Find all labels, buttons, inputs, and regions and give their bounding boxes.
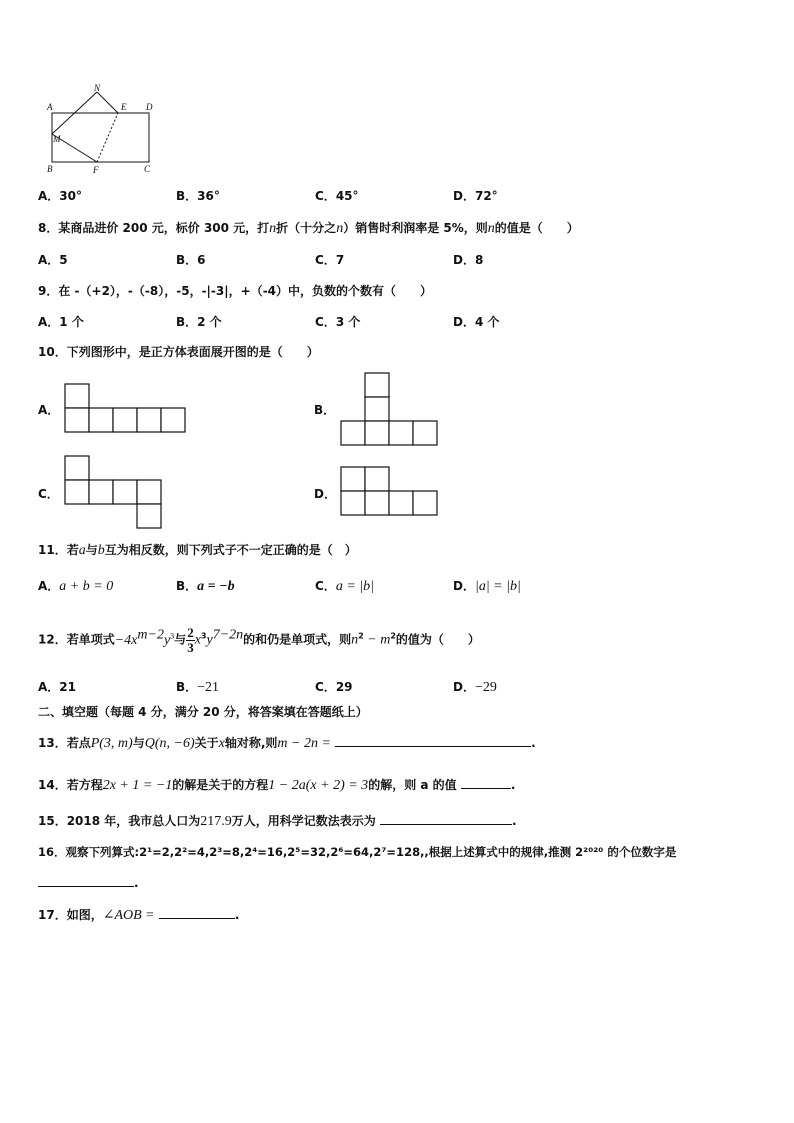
answer-blank-14[interactable] [461, 776, 511, 789]
q7-label-c: C [144, 164, 151, 174]
question-11: 11．若a与b互为相反数，则下列式子不一定正确的是（ ） [38, 543, 357, 558]
q10-net-c [64, 455, 164, 531]
q10-net-b [340, 372, 440, 448]
q8-option-c: C．7 [315, 253, 345, 267]
answer-blank-16[interactable] [38, 874, 134, 887]
q9-option-c: C．3 个 [315, 315, 361, 329]
q8-option-a: A．5 [38, 253, 68, 267]
q7-figure [40, 82, 170, 177]
question-13: 13．若点P(3, m)与Q(n, −6)关于x轴对称,则m − 2n = . [38, 736, 536, 751]
answer-blank-17[interactable] [159, 906, 235, 919]
q10-net-d [340, 466, 440, 518]
q11-option-b: B．a = −b [176, 579, 235, 594]
q10-label-a: A． [38, 403, 60, 417]
question-15: 15．2018 年，我市总人口为217.9万人，用科学记数法表示为 . [38, 814, 517, 829]
question-14: 14．若方程2x + 1 = −1的解是关于的方程1 − 2a(x + 2) = 3的解，则 a 的值 . [38, 778, 516, 793]
q10-net-a [64, 383, 188, 435]
answer-blank-15[interactable] [380, 812, 512, 825]
q7-label-e: E [121, 102, 127, 112]
question-9: 9．在 -（+2），-（-8），-5，-|-3|，+（-4）中，负数的个数有（ ） [38, 284, 433, 298]
q7-label-f: F [93, 165, 99, 175]
q11-option-a: A．a + b = 0 [38, 579, 114, 594]
question-12: 12．若单项式$-4x^{m-2}y^3$与 $\frac{2}{3}$ $x^3y^{7-2n}$的和仍是单项式，则$n^2 - m^2$的值为（ ） [38, 624, 480, 655]
q7-label-d: D [146, 102, 153, 112]
q7-label-a: A [47, 102, 53, 112]
answer-blank-13[interactable] [335, 734, 531, 747]
question-10: 10．下列图形中，是正方体表面展开图的是（ ） [38, 345, 319, 359]
q10-label-d: D． [314, 487, 336, 501]
q7-option-d: D．72° [453, 189, 498, 203]
q9-option-d: D．4 个 [453, 315, 500, 329]
q7-option-c: C．45° [315, 189, 359, 203]
question-8: 8．某商品进价 200 元，标价 300 元，打n折（十分之n）销售时利润率是 5%，则n的值是（ ） [38, 221, 579, 236]
q11-option-d: D．|a| = |b| [453, 579, 521, 594]
q7-option-b: B．36° [176, 189, 220, 203]
question-16-answer-line: . [38, 874, 139, 890]
q7-option-a: A．30° [38, 189, 82, 203]
question-16: 16．观察下列算式:2¹=2,2²=4,2³=8,2⁴=16,2⁵=32,2⁶=64,2⁷=128,,根据上述算式中的规律,推测 2²⁰²⁰ 的个位数字是 [38, 845, 677, 859]
q7-label-m: M [53, 134, 61, 144]
q11-option-c: C．a = |b| [315, 579, 374, 594]
q7-label-n: N [94, 83, 101, 93]
q12-option-a: A．21 [38, 680, 76, 694]
q7-label-b: B [47, 164, 53, 174]
q8-option-d: D．8 [453, 253, 484, 267]
q9-option-a: A．1 个 [38, 315, 84, 329]
q8-option-b: B．6 [176, 253, 206, 267]
q10-label-b: B． [314, 403, 336, 417]
q9-option-b: B．2 个 [176, 315, 222, 329]
q10-label-c: C． [38, 487, 59, 501]
q12-option-c: C．29 [315, 680, 353, 694]
fraction-two-thirds: $\frac{2}{3}$ [187, 624, 194, 655]
section-2-heading: 二、填空题（每题 4 分，满分 20 分，将答案填在答题纸上） [38, 705, 368, 719]
question-17: 17．如图，∠AOB = . [38, 908, 240, 923]
q12-option-b: B．−21 [176, 680, 220, 695]
q12-option-d: D．−29 [453, 680, 497, 695]
